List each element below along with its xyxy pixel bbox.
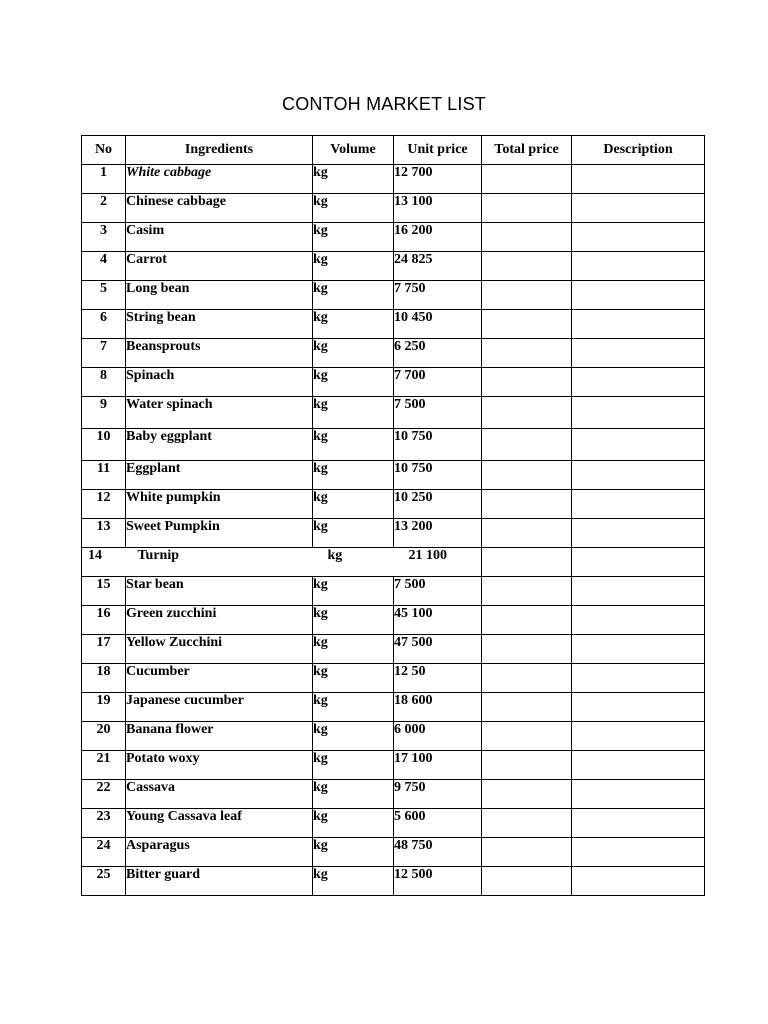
cell-volume: kg: [313, 693, 394, 722]
cell-ingredient: String bean: [126, 310, 313, 339]
cell-unit-price: 24 825: [394, 252, 482, 281]
cell-unit-price: 7 750: [394, 281, 482, 310]
cell-ingredient: Long bean: [126, 281, 313, 310]
cell-volume: kg: [313, 281, 394, 310]
cell-total-price: [482, 664, 572, 693]
cell-unit-price: 6 250: [394, 339, 482, 368]
cell-ingredient: Sweet Pumpkin: [126, 519, 313, 548]
cell-unit-price: 12 500: [394, 867, 482, 896]
cell-no: 25: [82, 867, 126, 896]
cell-description: [572, 780, 705, 809]
cell-volume: kg: [313, 397, 394, 429]
cell-total-price: [482, 461, 572, 490]
cell-description: [572, 577, 705, 606]
cell-volume: kg: [313, 780, 394, 809]
cell-no: 20: [82, 722, 126, 751]
cell-unit-price: 18 600: [394, 693, 482, 722]
cell-unit-price: 5 600: [394, 809, 482, 838]
cell-no: 8: [82, 368, 126, 397]
cell-unit-price: 48 750: [394, 838, 482, 867]
cell-total-price: [482, 635, 572, 664]
cell-description: [572, 751, 705, 780]
cell-unit-price: 12 700: [394, 165, 482, 194]
cell-description: [572, 490, 705, 519]
cell-total-price: [482, 281, 572, 310]
cell-description: [572, 461, 705, 490]
cell-volume: kg: [313, 368, 394, 397]
cell-total-price: [482, 252, 572, 281]
cell-description: [572, 548, 705, 577]
cell-total-price: [482, 577, 572, 606]
column-header-unit-price: Unit price: [394, 136, 482, 165]
cell-description: [572, 867, 705, 896]
table-row: [82, 281, 705, 310]
cell-unit-price: 6 000: [394, 722, 482, 751]
cell-no: 13: [82, 519, 126, 548]
cell-ingredient: Star bean: [126, 577, 313, 606]
cell-ingredient: Beansprouts: [126, 339, 313, 368]
cell-description: [572, 194, 705, 223]
cell-volume: kg: [313, 809, 394, 838]
cell-no: 19: [82, 693, 126, 722]
cell-description: [572, 397, 705, 429]
cell-total-price: [482, 693, 572, 722]
cell-total-price: [482, 397, 572, 429]
cell-total-price: [482, 223, 572, 252]
cell-ingredient: Carrot: [126, 252, 313, 281]
table-row: [82, 664, 705, 693]
table-row: [82, 165, 705, 194]
cell-total-price: [482, 780, 572, 809]
cell-unit-price: 45 100: [394, 606, 482, 635]
cell-unit-price: 21 100: [394, 548, 482, 577]
cell-ingredient: Water spinach: [126, 397, 313, 429]
cell-total-price: [482, 838, 572, 867]
cell-volume: kg: [313, 867, 394, 896]
cell-total-price: [482, 519, 572, 548]
cell-description: [572, 223, 705, 252]
table-row: [82, 693, 705, 722]
cell-ingredient: Potato woxy: [126, 751, 313, 780]
cell-ingredient: Young Cassava leaf: [126, 809, 313, 838]
table-row: [82, 397, 705, 429]
table-row: [82, 223, 705, 252]
cell-volume: kg: [313, 490, 394, 519]
cell-no: 15: [82, 577, 126, 606]
table-row: [82, 490, 705, 519]
cell-ingredient: Cucumber: [126, 664, 313, 693]
cell-description: [572, 838, 705, 867]
cell-unit-price: 13 200: [394, 519, 482, 548]
cell-ingredient: Turnip: [126, 548, 313, 577]
cell-total-price: [482, 194, 572, 223]
cell-total-price: [482, 548, 572, 577]
cell-unit-price: 7 500: [394, 397, 482, 429]
cell-ingredient: Casim: [126, 223, 313, 252]
table-row: [82, 519, 705, 548]
cell-volume: kg: [313, 252, 394, 281]
cell-no: 10: [82, 429, 126, 461]
cell-volume: kg: [313, 635, 394, 664]
cell-volume: kg: [313, 664, 394, 693]
cell-ingredient: Green zucchini: [126, 606, 313, 635]
cell-volume: kg: [313, 606, 394, 635]
cell-description: [572, 693, 705, 722]
cell-description: [572, 281, 705, 310]
cell-volume: kg: [313, 519, 394, 548]
cell-volume: kg: [313, 838, 394, 867]
table-row: [82, 722, 705, 751]
cell-volume: kg: [313, 548, 394, 577]
cell-description: [572, 635, 705, 664]
cell-no: 18: [82, 664, 126, 693]
cell-unit-price: 16 200: [394, 223, 482, 252]
table-row: [82, 809, 705, 838]
table-row: [82, 780, 705, 809]
cell-no: 5: [82, 281, 126, 310]
cell-no: 16: [82, 606, 126, 635]
cell-no: 3: [82, 223, 126, 252]
cell-total-price: [482, 867, 572, 896]
cell-ingredient: Cassava: [126, 780, 313, 809]
cell-total-price: [482, 606, 572, 635]
cell-ingredient: Eggplant: [126, 461, 313, 490]
cell-ingredient: Yellow Zucchini: [126, 635, 313, 664]
cell-no: 2: [82, 194, 126, 223]
cell-no: 6: [82, 310, 126, 339]
cell-description: [572, 722, 705, 751]
cell-description: [572, 310, 705, 339]
cell-unit-price: 7 700: [394, 368, 482, 397]
market-list-table: [81, 135, 705, 896]
cell-ingredient: Spinach: [126, 368, 313, 397]
cell-total-price: [482, 165, 572, 194]
cell-total-price: [482, 339, 572, 368]
table-row: [82, 548, 705, 577]
cell-unit-price: 10 750: [394, 429, 482, 461]
cell-volume: kg: [313, 577, 394, 606]
cell-no: 23: [82, 809, 126, 838]
cell-total-price: [482, 310, 572, 339]
cell-no: 22: [82, 780, 126, 809]
cell-total-price: [482, 722, 572, 751]
cell-ingredient: Baby eggplant: [126, 429, 313, 461]
cell-description: [572, 809, 705, 838]
table-row: [82, 368, 705, 397]
column-header-total-price: Total price: [482, 136, 572, 165]
cell-description: [572, 368, 705, 397]
cell-ingredient: Bitter guard: [126, 867, 313, 896]
cell-volume: kg: [313, 339, 394, 368]
table-row: [82, 867, 705, 896]
column-header-description: Description: [572, 136, 705, 165]
cell-ingredient: Chinese cabbage: [126, 194, 313, 223]
cell-no: 7: [82, 339, 126, 368]
cell-no: 14: [82, 548, 126, 577]
table-row: [82, 635, 705, 664]
cell-volume: kg: [313, 751, 394, 780]
cell-unit-price: 12 50: [394, 664, 482, 693]
cell-no: 12: [82, 490, 126, 519]
column-header-no: No: [82, 136, 126, 165]
table-row: [82, 194, 705, 223]
table-row: [82, 838, 705, 867]
cell-description: [572, 664, 705, 693]
table-header-row: [82, 136, 705, 165]
cell-unit-price: 10 450: [394, 310, 482, 339]
table-row: [82, 461, 705, 490]
table-row: [82, 606, 705, 635]
cell-ingredient: White pumpkin: [126, 490, 313, 519]
cell-unit-price: 13 100: [394, 194, 482, 223]
cell-unit-price: 10 750: [394, 461, 482, 490]
cell-no: 1: [82, 165, 126, 194]
cell-unit-price: 9 750: [394, 780, 482, 809]
cell-description: [572, 252, 705, 281]
cell-volume: kg: [313, 223, 394, 252]
cell-ingredient: Banana flower: [126, 722, 313, 751]
column-header-volume: Volume: [313, 136, 394, 165]
cell-volume: kg: [313, 194, 394, 223]
table-row: [82, 339, 705, 368]
cell-description: [572, 165, 705, 194]
table-row: [82, 252, 705, 281]
cell-no: 4: [82, 252, 126, 281]
cell-description: [572, 339, 705, 368]
cell-volume: kg: [313, 722, 394, 751]
cell-unit-price: 17 100: [394, 751, 482, 780]
cell-unit-price: 10 250: [394, 490, 482, 519]
table-row: [82, 751, 705, 780]
cell-volume: kg: [313, 429, 394, 461]
cell-description: [572, 519, 705, 548]
table-row: [82, 310, 705, 339]
cell-no: 21: [82, 751, 126, 780]
cell-total-price: [482, 429, 572, 461]
cell-no: 24: [82, 838, 126, 867]
cell-unit-price: 7 500: [394, 577, 482, 606]
cell-ingredient: White cabbage: [126, 165, 313, 194]
table-row: [82, 429, 705, 461]
cell-description: [572, 429, 705, 461]
cell-volume: kg: [313, 310, 394, 339]
cell-unit-price: 47 500: [394, 635, 482, 664]
table-row: [82, 577, 705, 606]
cell-description: [572, 606, 705, 635]
cell-total-price: [482, 751, 572, 780]
cell-volume: kg: [313, 165, 394, 194]
column-header-ingredients: Ingredients: [126, 136, 313, 165]
cell-total-price: [482, 490, 572, 519]
cell-volume: kg: [313, 461, 394, 490]
cell-ingredient: Japanese cucumber: [126, 693, 313, 722]
cell-no: 17: [82, 635, 126, 664]
cell-ingredient: Asparagus: [126, 838, 313, 867]
page-title: CONTOH MARKET LIST: [282, 94, 486, 114]
cell-total-price: [482, 809, 572, 838]
cell-total-price: [482, 368, 572, 397]
cell-no: 11: [82, 461, 126, 490]
cell-no: 9: [82, 397, 126, 429]
